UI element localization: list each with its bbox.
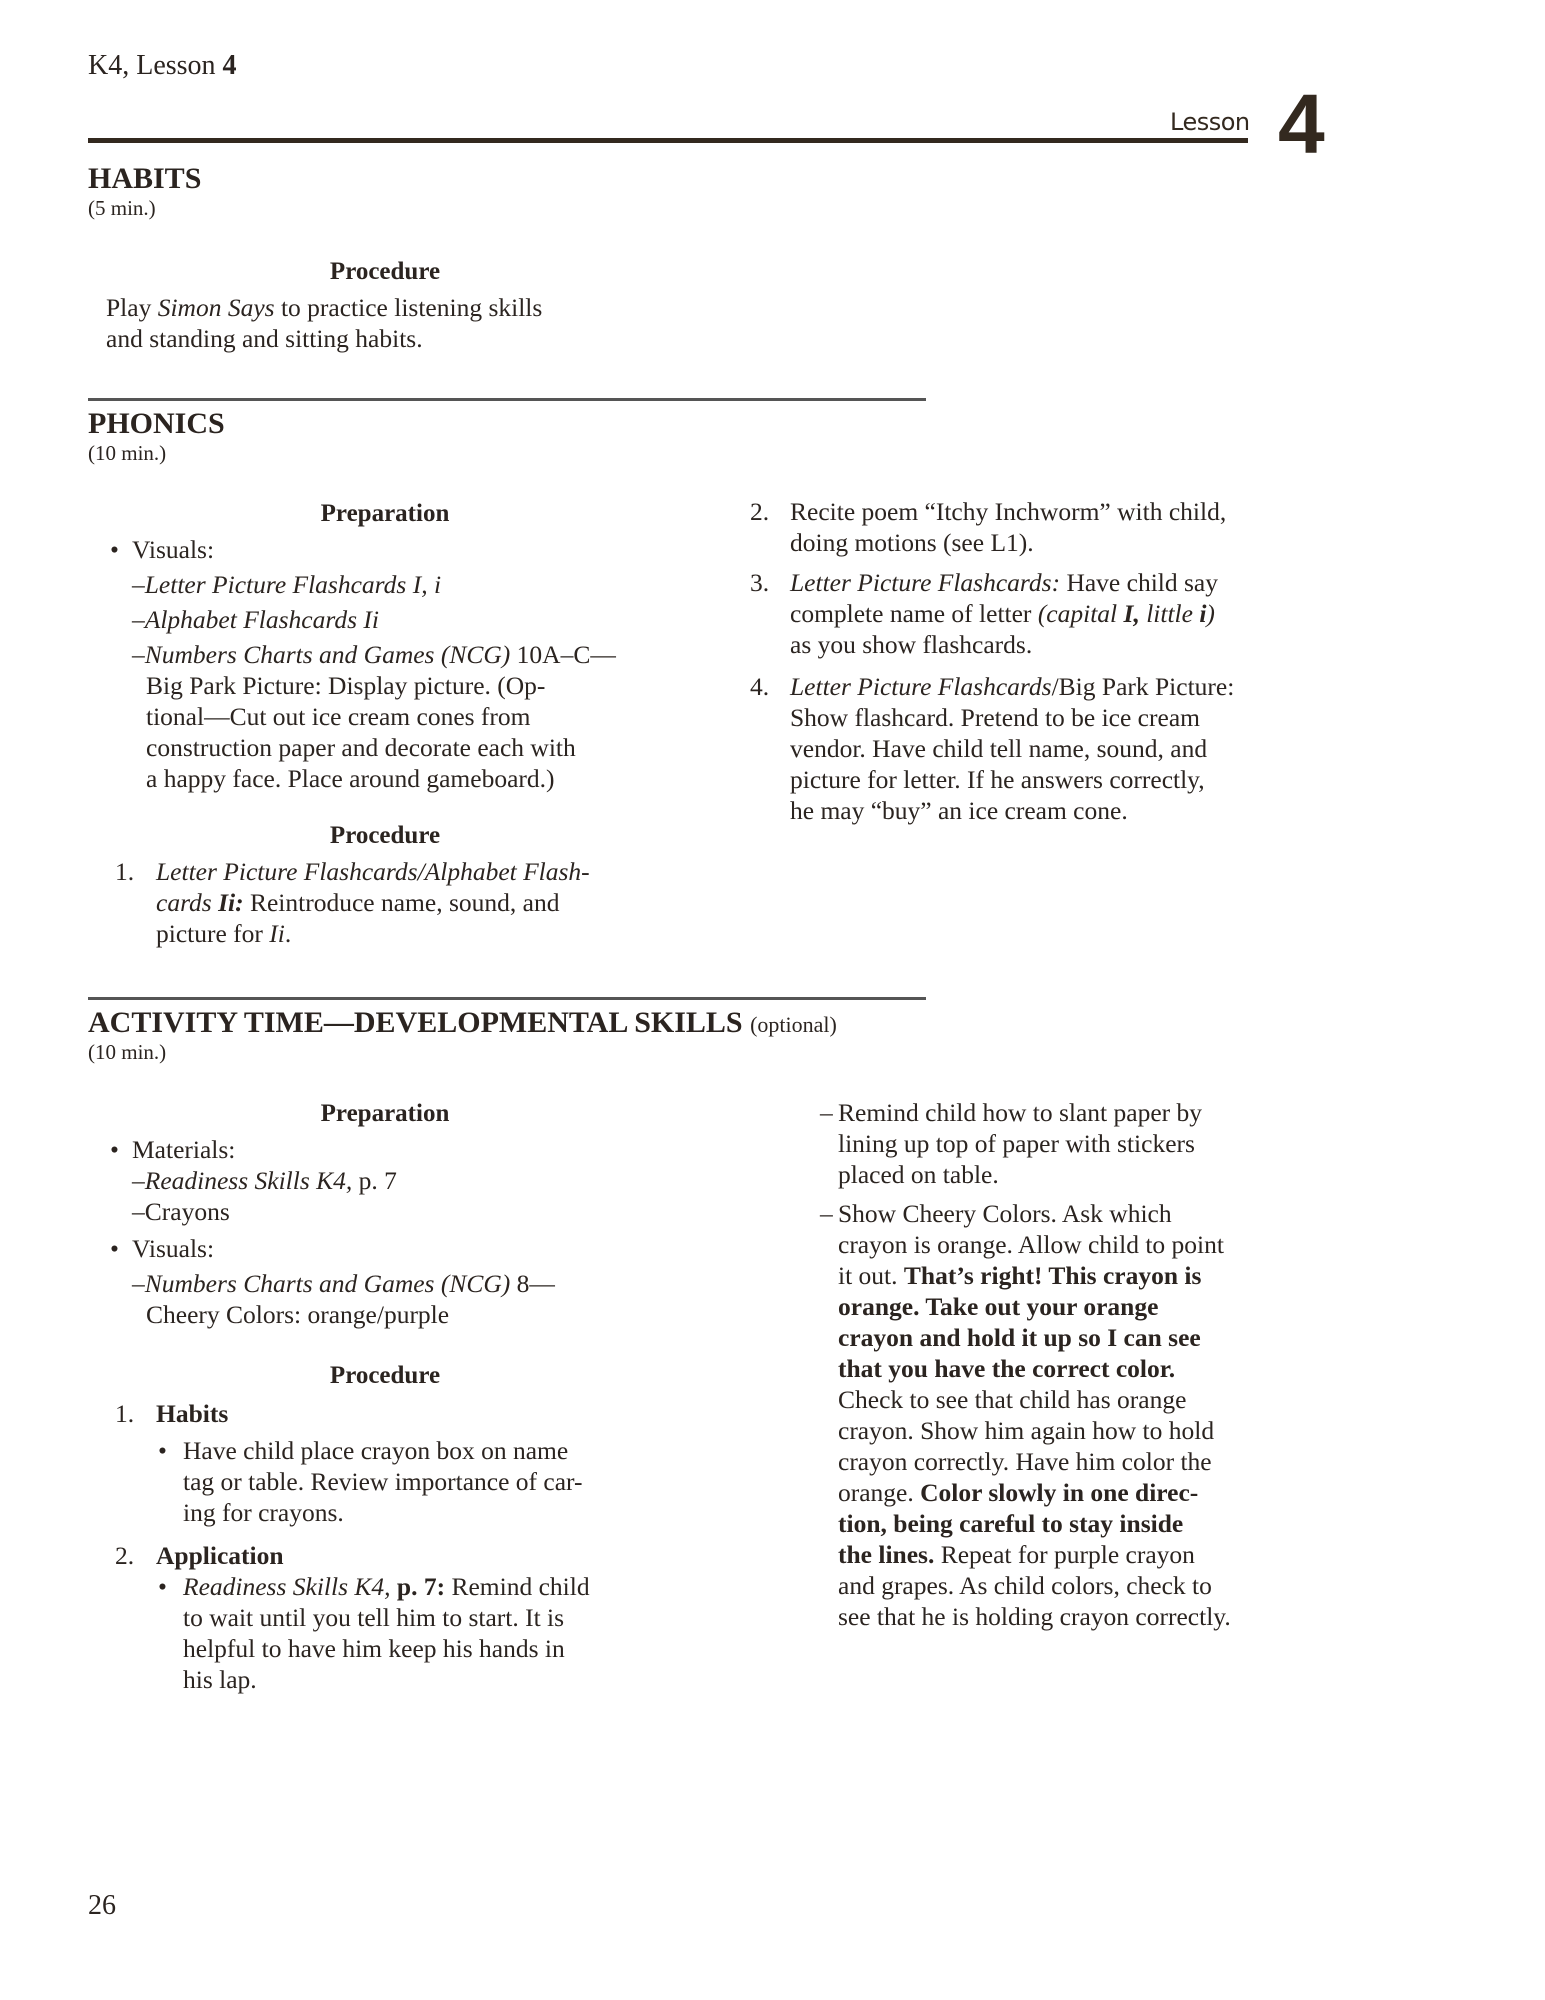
activity-preparation-list: • Materials: –Readiness Skills K4, p. 7 –Crayons • Visuals: –Numbers Charts and Games (NCG) 8— Cheery Colors: orange/purple <box>110 1135 555 1329</box>
lesson-tab-word: Lesson <box>1170 108 1250 136</box>
phonics-procedure-heading: Procedure <box>329 822 441 849</box>
phonics-preparation-heading: Preparation <box>320 500 450 527</box>
phonics-step-2: 2. Recite poem “Itchy Inchworm” with child, doing motions (see L1). <box>750 497 1227 557</box>
list-item: • Materials: <box>110 1135 236 1164</box>
running-head-number: 4 <box>222 50 237 81</box>
list-item: –Readiness Skills K4, p. 7 <box>132 1166 397 1195</box>
activity-procedure-heading: Procedure <box>329 1362 441 1389</box>
activity-step-2: 2. Application • Readiness Skills K4, p. 7: Remind child to wait until you tell him to start. It is helpful to have him keep his hands in his lap. <box>115 1541 590 1694</box>
list-item: –Numbers Charts and Games (NCG) 8— <box>132 1269 555 1298</box>
activity-right-item-2: – Show Cheery Colors. Ask which crayon is orange. Allow child to point it out. That’s right! This crayon is orange. Take out your orange crayon and hold it up so I can see that you have the correct color. Check to see that child has orange crayon. Show him again how to hold crayon correctly. Have him color the orange. Color slowly in one direc- tion, being careful to stay inside the lines. Repeat for purple crayon and grapes. As child colors, check to see that he is holding crayon correctly. <box>820 1199 1231 1631</box>
list-item: –Numbers Charts and Games (NCG) 10A–C— <box>132 640 616 669</box>
list-item: –Alphabet Flashcards Ii <box>132 605 379 634</box>
phonics-preparation-list: • Visuals: –Letter Picture Flashcards I, i –Alphabet Flashcards Ii –Numbers Charts and Games (NCG) 10A–C— Big Park Picture: Display picture. (Op- tional—Cut out ice cream cones from construction paper and decorate each with a happy face. Place around gameboard.) <box>110 535 616 793</box>
phonics-time: (10 min.) <box>88 441 167 465</box>
top-rule <box>88 138 1248 143</box>
habits-procedure-text: Play Simon Says to practice listening skills and standing and sitting habits. <box>106 293 543 353</box>
list-item: –Letter Picture Flashcards I, i <box>132 570 442 599</box>
habits-time: (5 min.) <box>88 196 156 220</box>
list-item: –Crayons <box>132 1197 230 1226</box>
phonics-step-4: 4. Letter Picture Flashcards/Big Park Picture: Show flashcard. Pretend to be ice cream vendor. Have child tell name, sound, and picture for letter. If he answers correctly, he may “buy” an ice cream cone. <box>750 672 1235 825</box>
section-divider <box>88 398 926 401</box>
activity-time: (10 min.) <box>88 1040 167 1064</box>
section-divider <box>88 997 926 1000</box>
list-item: • Visuals: <box>110 1234 215 1263</box>
page-number: 26 <box>88 1890 116 1921</box>
activity-right-item-1: – Remind child how to slant paper by lining up top of paper with stickers placed on table. <box>820 1098 1203 1189</box>
phonics-step-1: 1. Letter Picture Flashcards/Alphabet Flash- cards Ii: Reintroduce name, sound, and picture for Ii. <box>115 857 590 948</box>
lesson-tab-number: 4 <box>1278 77 1325 171</box>
habits-procedure-heading: Procedure <box>329 258 441 285</box>
habits-title: HABITS <box>88 162 202 195</box>
activity-step-1: 1. Habits • Have child place crayon box on name tag or table. Review importance of car- ing for crayons. <box>115 1399 583 1527</box>
phonics-title: PHONICS <box>88 407 225 440</box>
activity-title: ACTIVITY TIME—DEVELOPMENTAL SKILLS (optional) <box>88 1006 837 1039</box>
list-item: • Visuals: <box>110 535 215 564</box>
running-head-text: K4, Lesson <box>88 50 223 81</box>
phonics-step-3: 3. Letter Picture Flashcards: Have child say complete name of letter (capital I, little i) as you show flashcards. <box>750 568 1218 659</box>
activity-preparation-heading: Preparation <box>320 1100 450 1127</box>
activity-optional-label: (optional) <box>750 1012 837 1037</box>
running-head <box>88 50 237 82</box>
